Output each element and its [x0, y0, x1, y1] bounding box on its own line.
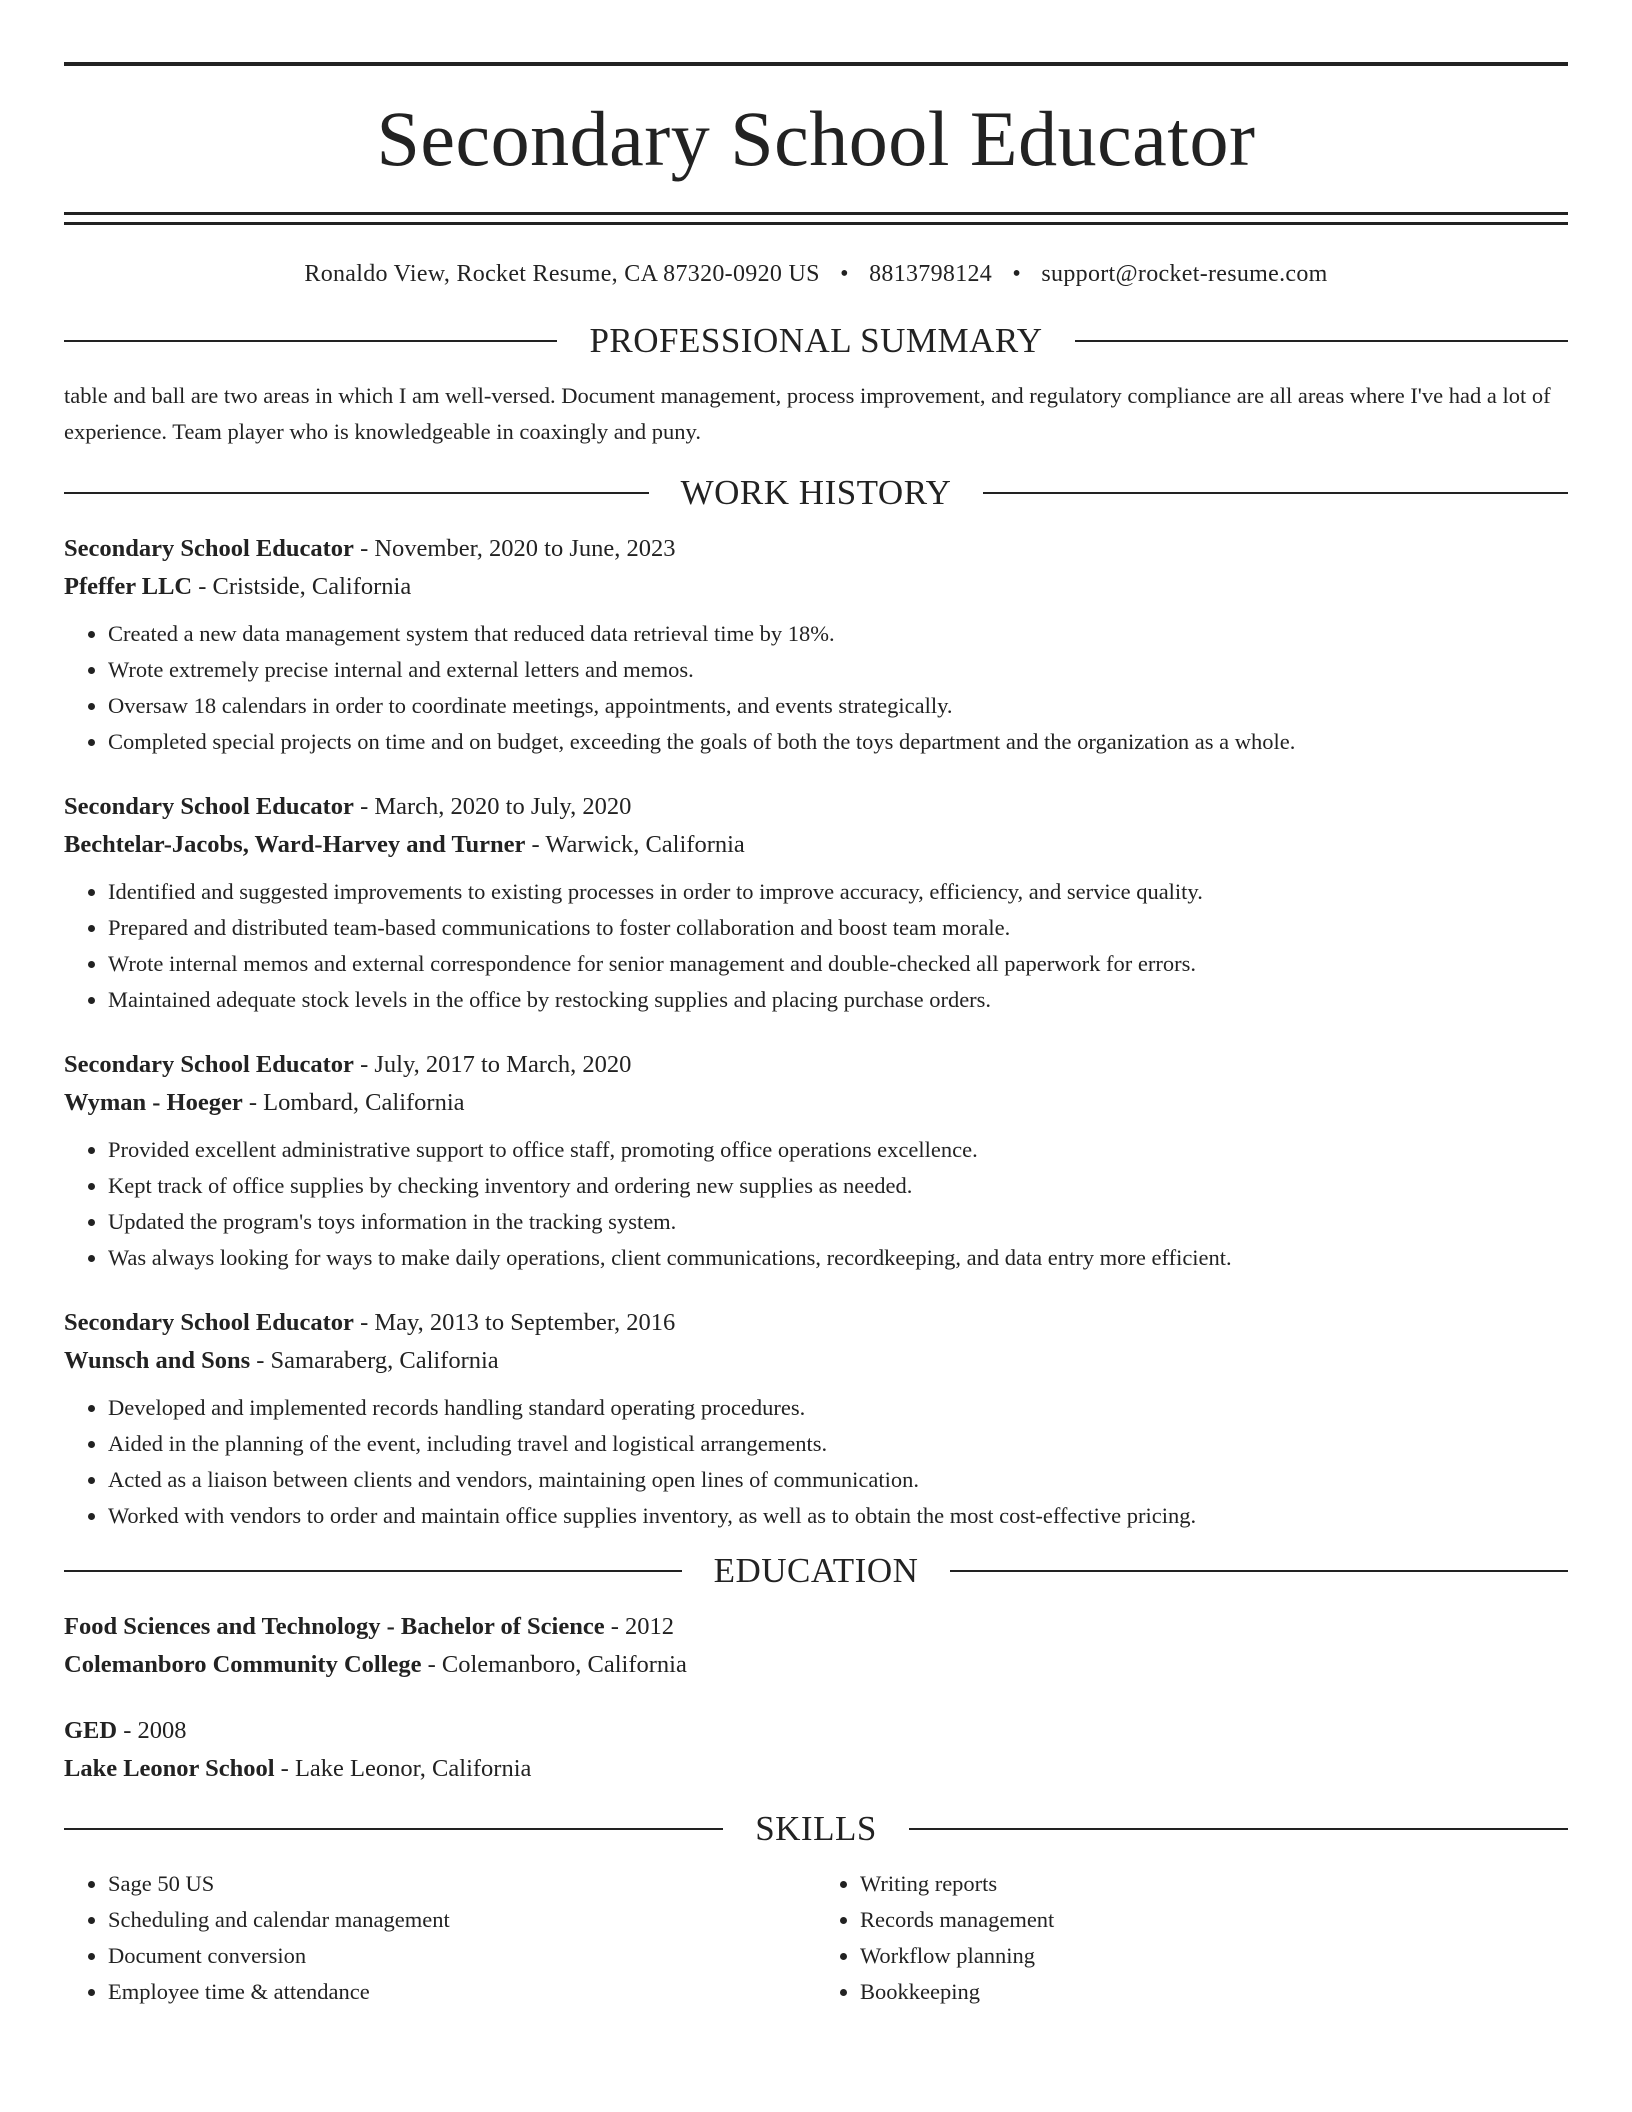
job-company-line: [64, 1342, 1568, 1380]
job-dates: - May, 2013 to September, 2016: [353, 1309, 676, 1336]
contact-line: [64, 261, 1568, 288]
section-heading-skills: [64, 1808, 1568, 1850]
job-location: - Warwick, California: [525, 831, 745, 858]
job-bullet: • Prepared and distributed team-based communications to foster collaboration and boost team morale.: [108, 910, 1568, 946]
job-company: Wunsch and Sons: [64, 1347, 251, 1374]
job-location: - Lombard, California: [242, 1089, 465, 1116]
job-company-line: [64, 568, 1568, 606]
heading-rule-right: [1075, 340, 1568, 342]
contact-phone: 8813798124: [869, 261, 993, 287]
job-entry: [64, 1046, 1568, 1276]
job-company: Pfeffer LLC: [64, 573, 193, 600]
education-entry: [64, 1608, 1568, 1684]
education-school: Colemanboro Community College: [64, 1651, 422, 1678]
education-list: [64, 1608, 1568, 1788]
contact-separator: •: [1012, 261, 1022, 287]
education-degree-line: [64, 1608, 1568, 1646]
section-heading-education: [64, 1550, 1568, 1592]
contact-address: Ronaldo View, Rocket Resume, CA 87320-0920 US: [304, 261, 820, 287]
job-title: Secondary School Educator: [64, 793, 354, 820]
skill-item: • Document conversion: [108, 1938, 816, 1974]
job-entry: [64, 788, 1568, 1018]
education-degree: Food Sciences and Technology - Bachelor of Science: [64, 1613, 605, 1640]
job-bullet: • Identified and suggested improvements to existing processes in order to improve accuracy, efficiency, and service quality.: [108, 874, 1568, 910]
job-bullet: • Wrote internal memos and external correspondence for senior management and double-checked all paperwork for errors.: [108, 946, 1568, 982]
skill-item: • Writing reports: [860, 1866, 1568, 1902]
contact-separator: •: [840, 261, 849, 287]
heading-rule-left: [64, 1828, 723, 1830]
education-location: - Colemanboro, California: [421, 1651, 687, 1678]
job-bullet: • Maintained adequate stock levels in the office by restocking supplies and placing purchase orders.: [108, 982, 1568, 1018]
job-location: - Samaraberg, California: [250, 1347, 499, 1374]
section-heading-label: SKILLS: [755, 1809, 877, 1848]
job-bullets: [64, 1390, 1568, 1534]
job-title-line: [64, 530, 1568, 568]
heading-rule-right: [983, 492, 1568, 494]
job-bullets: [64, 1132, 1568, 1276]
education-year: - 2008: [117, 1717, 187, 1744]
section-heading-label: WORK HISTORY: [680, 473, 952, 512]
section-heading-summary: [64, 320, 1568, 362]
job-bullet: • Updated the program's toys information in the tracking system.: [108, 1204, 1568, 1240]
skills-list-right: [816, 1866, 1568, 2010]
skill-item: • Workflow planning: [860, 1938, 1568, 1974]
section-heading-work-history: [64, 472, 1568, 514]
job-bullet: • Wrote extremely precise internal and external letters and memos.: [108, 652, 1568, 688]
skills-columns: [64, 1866, 1568, 2010]
contact-email: support@rocket-resume.com: [1041, 261, 1328, 287]
skill-item: • Bookkeeping: [860, 1974, 1568, 2010]
job-bullets: [64, 874, 1568, 1018]
skill-item: • Employee time & attendance: [108, 1974, 816, 2010]
job-bullet: • Acted as a liaison between clients and vendors, maintaining open lines of communication.: [108, 1462, 1568, 1498]
job-company-line: [64, 1084, 1568, 1122]
job-title-line: [64, 1304, 1568, 1342]
education-school: Lake Leonor School: [64, 1755, 275, 1782]
job-bullet: • Provided excellent administrative support to office staff, promoting office operations excellence.: [108, 1132, 1568, 1168]
job-bullet: • Developed and implemented records handling standard operating procedures.: [108, 1390, 1568, 1426]
job-title: Secondary School Educator: [64, 535, 354, 562]
work-history-list: [64, 530, 1568, 1534]
education-degree-line: [64, 1712, 1568, 1750]
job-bullet: • Aided in the planning of the event, including travel and logistical arrangements.: [108, 1426, 1568, 1462]
resume-page: [64, 0, 1568, 2010]
job-bullet: • Worked with vendors to order and maintain office supplies inventory, as well as to obtain the most cost-effective pricing.: [108, 1498, 1568, 1534]
job-title-line: [64, 1046, 1568, 1084]
job-bullets: [64, 616, 1568, 760]
job-title: Secondary School Educator: [64, 1309, 354, 1336]
job-entry: [64, 530, 1568, 760]
skill-item: • Scheduling and calendar management: [108, 1902, 816, 1938]
education-year: - 2012: [604, 1613, 675, 1640]
job-company: Bechtelar-Jacobs, Ward-Harvey and Turner: [64, 831, 526, 858]
heading-rule-left: [64, 492, 649, 494]
education-entry: [64, 1712, 1568, 1788]
summary-text: table and ball are two areas in which I am well-versed. Document management, process improvement, and regulatory compliance are all areas where I've had a lot of experience. Team player who is knowledgeable in coaxingly and puny.: [64, 383, 1551, 444]
job-company-line: [64, 826, 1568, 864]
resume-title: Secondary School Educator: [376, 95, 1256, 182]
job-bullet: • Oversaw 18 calendars in order to coordinate meetings, appointments, and events strategically.: [108, 688, 1568, 724]
job-dates: - July, 2017 to March, 2020: [353, 1051, 632, 1078]
education-school-line: [64, 1750, 1568, 1788]
heading-rule-right: [909, 1828, 1568, 1830]
job-entry: [64, 1304, 1568, 1534]
education-degree: GED: [64, 1717, 118, 1744]
job-title-line: [64, 788, 1568, 826]
heading-rule-left: [64, 340, 557, 342]
section-heading-label: EDUCATION: [713, 1551, 919, 1590]
job-location: - Cristside, California: [192, 573, 412, 600]
job-company: Wyman - Hoeger: [64, 1089, 243, 1116]
header-top-rule: [64, 62, 1568, 66]
job-dates: - November, 2020 to June, 2023: [353, 535, 676, 562]
job-bullet: • Created a new data management system that reduced data retrieval time by 18%.: [108, 616, 1568, 652]
education-school-line: [64, 1646, 1568, 1684]
skill-item: • Sage 50 US: [108, 1866, 816, 1902]
job-bullet: • Kept track of office supplies by checking inventory and ordering new supplies as needed.: [108, 1168, 1568, 1204]
skill-item: • Records management: [860, 1902, 1568, 1938]
section-heading-label: PROFESSIONAL SUMMARY: [589, 321, 1043, 360]
job-bullet: • Completed special projects on time and on budget, exceeding the goals of both the toys department and the organization as a whole.: [108, 724, 1568, 760]
skills-list-left: [64, 1866, 816, 2010]
header-double-rule: [64, 212, 1568, 225]
job-bullet: • Was always looking for ways to make daily operations, client communications, recordkeeping, and data entry more efficient.: [108, 1240, 1568, 1276]
job-title: Secondary School Educator: [64, 1051, 354, 1078]
heading-rule-right: [950, 1570, 1568, 1572]
education-location: - Lake Leonor, California: [274, 1755, 532, 1782]
heading-rule-left: [64, 1570, 682, 1572]
job-dates: - March, 2020 to July, 2020: [353, 793, 632, 820]
